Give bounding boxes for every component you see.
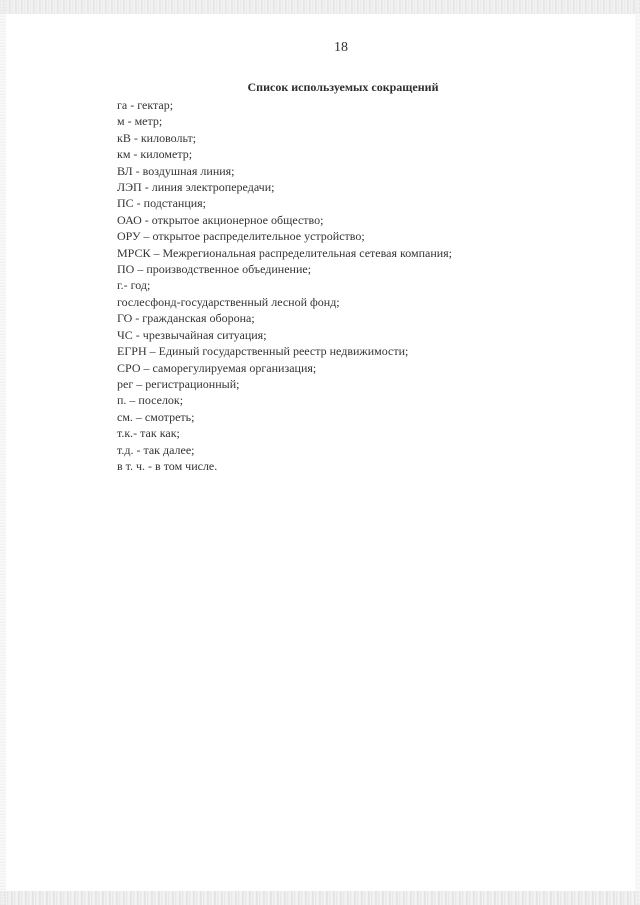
list-item: м - метр; [117,114,163,129]
scan-edge-right [635,0,640,905]
page-title: Список используемых сокращений [247,80,439,94]
scan-edge-left [0,0,6,905]
list-item: ЛЭП - линия электропередачи; [117,180,275,195]
list-item: рег – регистрационный; [117,376,240,391]
list-item: ЧС - чрезвычайная ситуация; [117,327,267,342]
list-item: т.к.- так как; [117,426,180,441]
list-item: км - километр; [117,147,193,162]
list-item: МРСК – Межрегиональная распределительная сетевая компания; [117,245,453,260]
list-item: ВЛ - воздушная линия; [117,163,235,178]
list-item: ГО - гражданская оборона; [117,311,255,326]
list-item: т.д. - так далее; [117,442,195,457]
list-item: СРО – саморегулируемая организация; [117,360,317,375]
list-item: кВ - киловольт; [117,130,197,145]
page-number: 18 [334,40,348,55]
list-item: г.- год; [117,278,151,293]
scan-edge-top [0,0,640,14]
list-item: гослесфонд-государственный лесной фонд; [117,294,340,309]
list-item: п. – поселок; [117,393,184,408]
list-item: ПО – производственное объединение; [117,262,312,277]
list-item: га - гектар; [117,98,174,112]
list-item: см. – смотреть; [117,409,195,424]
abbreviation-list [117,97,617,474]
list-item: ПС - подстанция; [117,196,207,211]
list-item: ОАО - открытое акционерное общество; [117,212,324,227]
list-item: ЕГРН – Единый государственный реестр недвижимости; [117,344,409,359]
list-item: ОРУ – открытое распределительное устройство; [117,229,365,244]
scan-edge-bottom [0,891,640,905]
list-item: в т. ч. - в том числе. [117,458,218,473]
